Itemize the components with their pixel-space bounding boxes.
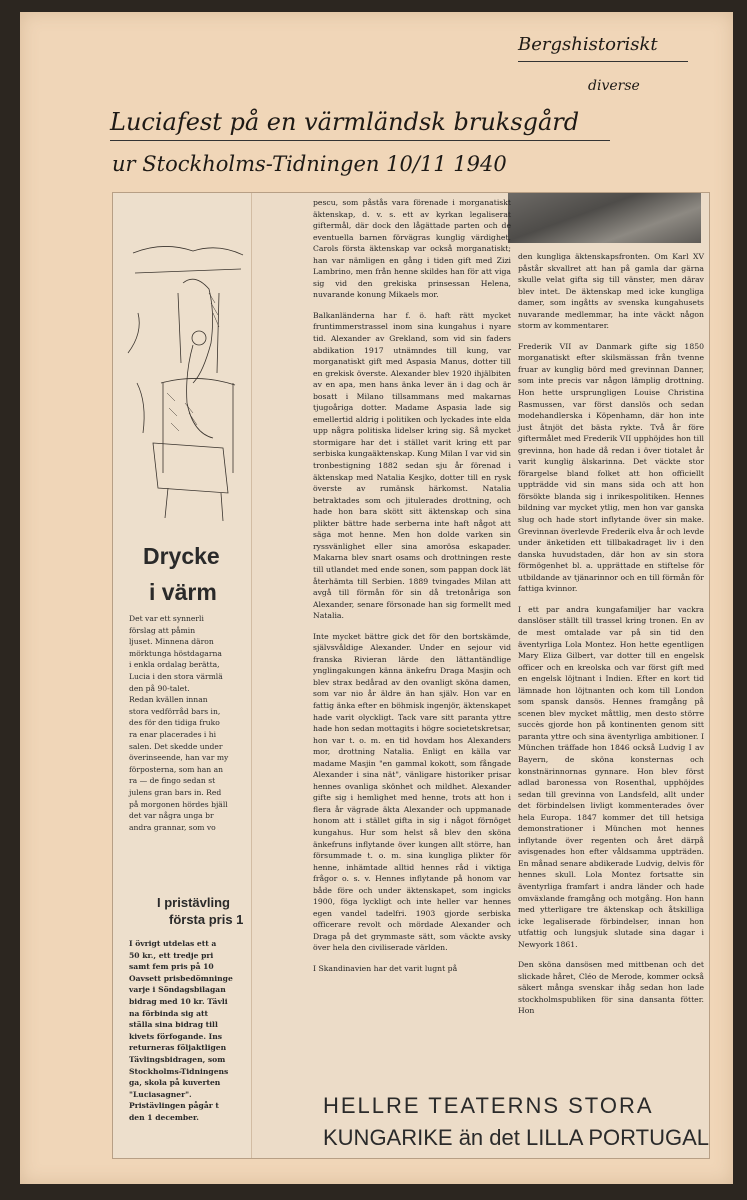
contest-heading-1: I pristävling [157,895,230,910]
clipping-left-strip [113,193,252,1158]
contest-line: returneras följaktligen [129,1043,227,1053]
category-underline [518,61,688,62]
article-column-1 [313,197,511,984]
contest-line: den 1 december. [129,1112,199,1122]
contest-line: "Luciasagner". [129,1089,192,1099]
banner-headline [323,1093,709,1151]
contest-line: Pristävlingen pågår t [129,1101,219,1111]
contest-line: bidrag med 10 kr. Tävli [129,996,228,1006]
contest-line: varje i Söndagsbilagan [129,985,226,995]
article-column-2 [518,251,704,1026]
fragment-line: julens gran bars in. Red [129,787,222,797]
category-annotation: Bergshistoriskt [518,34,658,55]
source-annotation: ur Stockholms-Tidningen 10/11 1940 [112,152,507,176]
fragment-line: förposterna, som han an [129,764,223,774]
fragment-line: andra grannar, som vo [129,822,216,832]
fragment-line: stora vedförråd bars in, [129,706,221,716]
contest-line: Oavsett prisbedömninge [129,973,233,983]
column-1-paragraph: I Skandinavien har det varit lugnt på [313,964,458,973]
fragment-line: ra enar placerades i hi [129,729,217,739]
banner-line-1: HELLRE TEATERNS STORA [323,1093,654,1118]
column-2-paragraph: Den sköna dansösen med mittbenan och det slickade håret, Cléo de Merode, kommer också säkert många svenskar ihåg sedan hon lade stockholmspubliken för sina dansanta fötter. Hon [518,960,704,1016]
contest-heading-2: första pris 1 [169,912,244,927]
left-headline-1: Drycke [143,543,220,569]
fragment-line: det var några unga br [129,811,214,821]
article-photo [508,193,701,243]
banner-line-2: KUNGARIKE än det LILLA PORTUGAL [323,1125,709,1150]
fragment-line: Redan kvällen innan [129,695,208,705]
archive-sheet [20,12,733,1184]
contest-fragment [129,938,249,1124]
newspaper-clipping [112,192,710,1159]
column-1-paragraph: Inte mycket bättre gick det för den bortskämde, självsvåldige Alexander. Under en sejour vid franska Rivieran lärde den lättantändlige ynglingakungen känna änkefru Draga Masjin och blev strax bedårad av den ovanligt sköna damen, som var nio år äldre än han själv. Hon var en fattig änka efter en böhmisk ingenjör, äktenskapet hade varit olyckligt. Tack vare sitt paranta yttre hade hon sedan mottagits i högre societetskretsar, hon var t. o. m. en tid hovdam hos Alexanders mor, drottning Natalia. Enligt en källa var madame Masjin "en gammal kokott, som fångade Alexander i sina nät", vänligare historiker prisar hennes ovanliga skönhet och mildhet. Alexander gifte sig i hemlighet med henne, trots att hon i flera år vägrade äkta Alexander och uppmanade honom att i stället gifta in sig i något förnöget kungahus. Hur som helst så blev den sköna änkefruns inflytande över kungen allt större, han försummade t. o. m. sina kungliga plikter för henne, inhämtade alltid hennes råd i viktiga frågor o. s. v. Hennes inflytande på honom var både före och under äktenskapet, som ingicks 1900, föga lyckligt och inte heller var hennes egen vandel tadelfri. 1903 gjorde serbiska officerare revolt och mördade Alexander och Draga på det grymmaste sätt, som väckte avsky över hela den civiliserade världen. [313,631,511,953]
subcategory-annotation: diverse [588,78,640,94]
column-2-paragraph: I ett par andra kungafamiljer har vackra danslöser ställt till trassel kring tronen. En av de mest omtalade var på sin tid den äventyrliga Lola Montez. Hon hette egentligen Mary Eliza Gilbert, var dotter till en engelsk officer och en kreolska och var först gift med en engelsk löjtnant i Indien. Efter en kort tid lämnade hon löjtnanten och kom till London som spansk dansös. Hennes framgång på scenen blev mycket måttlig, men desto större succès gjorde hon på kontinenten genom sitt paranta yttre och sina äventyrliga ambitioner. I München träffade hon 1846 också Ludvig I av Bayern, de sköna konsternas och konstnärinnornas gynnare. Hon blev först adlad baronessa von Rosenthal, upphöjdes sedan till grevinna von Landsfeld, allt under det förbindelsen livligt kommenterades över hela Europa. 1847 kommer det till hetsiga demonstrationer i München mot hennes inflytande över regenten och året därpå avisgenades hon efter våldsamma uppträden. En månad senare abdikerade Ludvig, delvis för hennes skull. Lola Montez fortsatte sin äventyrliga framfart i andra länder och hade omväxlande framgång och motgång. Hon hann med ytterligare tre äktenskap och åtskilliga icke legaliserade förbindelser, innan hon utfattig och lungsjuk slutade sina dagar i Newyork 1861. [518,604,704,949]
column-2-paragraph: den kungliga äktenskapsfronten. Om Karl XV påstår skvallret att han på gamla dar gärna skulle velat gifta sig till vänster, men därav blev intet. De äktenskap med icke kungliga damer, som ingåtts av svenska kungahusets nuvarande medlemmar, ha inte väckt någon storm av kommentarer. [518,252,704,331]
fragment-line: salen. Det skedde under [129,741,223,751]
title-underline [110,140,610,141]
contest-line: Tävlingsbidragen, som [129,1054,226,1064]
fragment-line: Det var ett synnerli [129,614,204,623]
fragment-line: på morgonen hördes bjäll [129,799,228,809]
contest-line: 50 kr., ett tredje pri [129,950,214,960]
left-headline-2: i värm [149,579,217,605]
contest-line: ställa sina bidrag till [129,1020,218,1030]
clipping-title-annotation: Luciafest på en värmländsk bruksgård [110,108,580,136]
column-2-paragraph: Frederik VII av Danmark gifte sig 1850 morganatiskt efter skilsmässan från tvenne fruar av kunglig börd med grevinnan Danner, som inte precis var någon lämplig drottning. Hon hette ursprungligen Louise Christina Rasmussen, var först danslös och sedan modehandlerska i Köpenhamn, där hon inte just åtnjöt det bästa rykte. Två år före giftermålet med Frederik VII upphöjdes hon till grevinna, hon hade då redan i över tiotalet år varit kunglig älskarinna. Det väckte stor förargelse bland folket att hon officiellt uppträdde vid sin mans sida och att hon försökte blanda sig i inrikespolitiken. Hennes bildning var mycket ytlig, men hon var ganska slug och hade stort inflytande över sin make. Grevinnan överlevde Frederik elva år och levde under änketiden ett tillbakadraget liv i den danska huvudstaden, där hon av sin stora förmögenhet bl. a. upprättade en stiftelse för utbildande av tjänarinnor och en till förmån för fattiga kvinnor. [518,341,705,594]
contest-line: samt fem pris på 10 [129,962,214,972]
column-1-paragraph: Balkanländerna har f. ö. haft rätt mycket fruntimmerstrassel inom sina kungahus i nyare tid. Alexander av Grekland, som vid sin faders abdikation 1917 utnämndes till kung, var morganatiskt gift med Aspasia Manus, dotter till en grekisk överste. Alexander blev 1920 ihjälbiten av en apa, men hans änka lever än i dag och är bosatt i Milano tillsammans med makarnas tjugoåriga dotter. Madame Aspasia lade sig emellertid aldrig i politiken och lyckades inte elda upp några politiska lidelser kring sig. Så mycket stormigare har det i stället varit kring ett par serbiska kungaäktenskap. Kung Milan I var vid sin tronbestigning 1882 sedan sju år förenad i äktenskap med Natalia Kesjko, dotter till en rysk överste av rumänsk härkomst. Natalia betraktades som och jitulerades drottning, och hade hon bara skött sitt äktenskap och sina plikter bättre hade serberna inte haft något att säga mot henne. Men hon dolde varken sin ryssvänlighet eller sina amorösa eskapader. Makarna blev snart osams och drottningen reste till utlandet med ende sonen, som pappan dock lät återhämta till Serbien. 1889 tvingades Milan att avgå till förmån för sin då tretonåriga son Alexander, senare försonade han sig formellt med Natalia. [313,310,511,621]
fragment-line: mörktunga höstdagarna [129,648,222,658]
sketch-illustration [123,233,247,523]
fragment-line: ra — de fingo sedan st [129,776,216,786]
contest-line: I övrigt utdelas ett a [129,939,217,948]
fragment-line: Lucia i den stora värmlä [129,671,223,681]
fragment-line: ljuset. Minnena däron [129,637,214,647]
fragment-line: i enkla ordalag berätta, [129,660,220,670]
contest-line: kivets förfogande. Ins [129,1031,223,1041]
fragment-line: des för den tidiga fruko [129,718,220,728]
fragment-line: överinseende, han var my [129,753,229,763]
contest-line: Stockholms-Tidningens [129,1066,229,1076]
left-article-fragment [129,613,249,833]
column-1-paragraph: pescu, som påstås vara förenade i morganatiskt äktenskap, d. v. s. ett av kyrkan legaliserat giftermål, där dock den lågättade parten och de eventuella barnen förvägras kunglig värdighet. Carols första äktenskap var också morganatiskt; han var nämligen en gång i tiden gift med Zizi Lambrino, men från henne skildes han för att viga sig vid den grekiska prinsessan Helena, nuvarande konung Mikaels mor. [313,198,511,300]
contest-line: ga, skola på kuverten [129,1078,221,1088]
contest-line: na förbinda sig att [129,1008,209,1018]
fragment-line: den på 90-talet. [129,683,190,693]
fragment-line: förslag att påmin [129,625,196,635]
